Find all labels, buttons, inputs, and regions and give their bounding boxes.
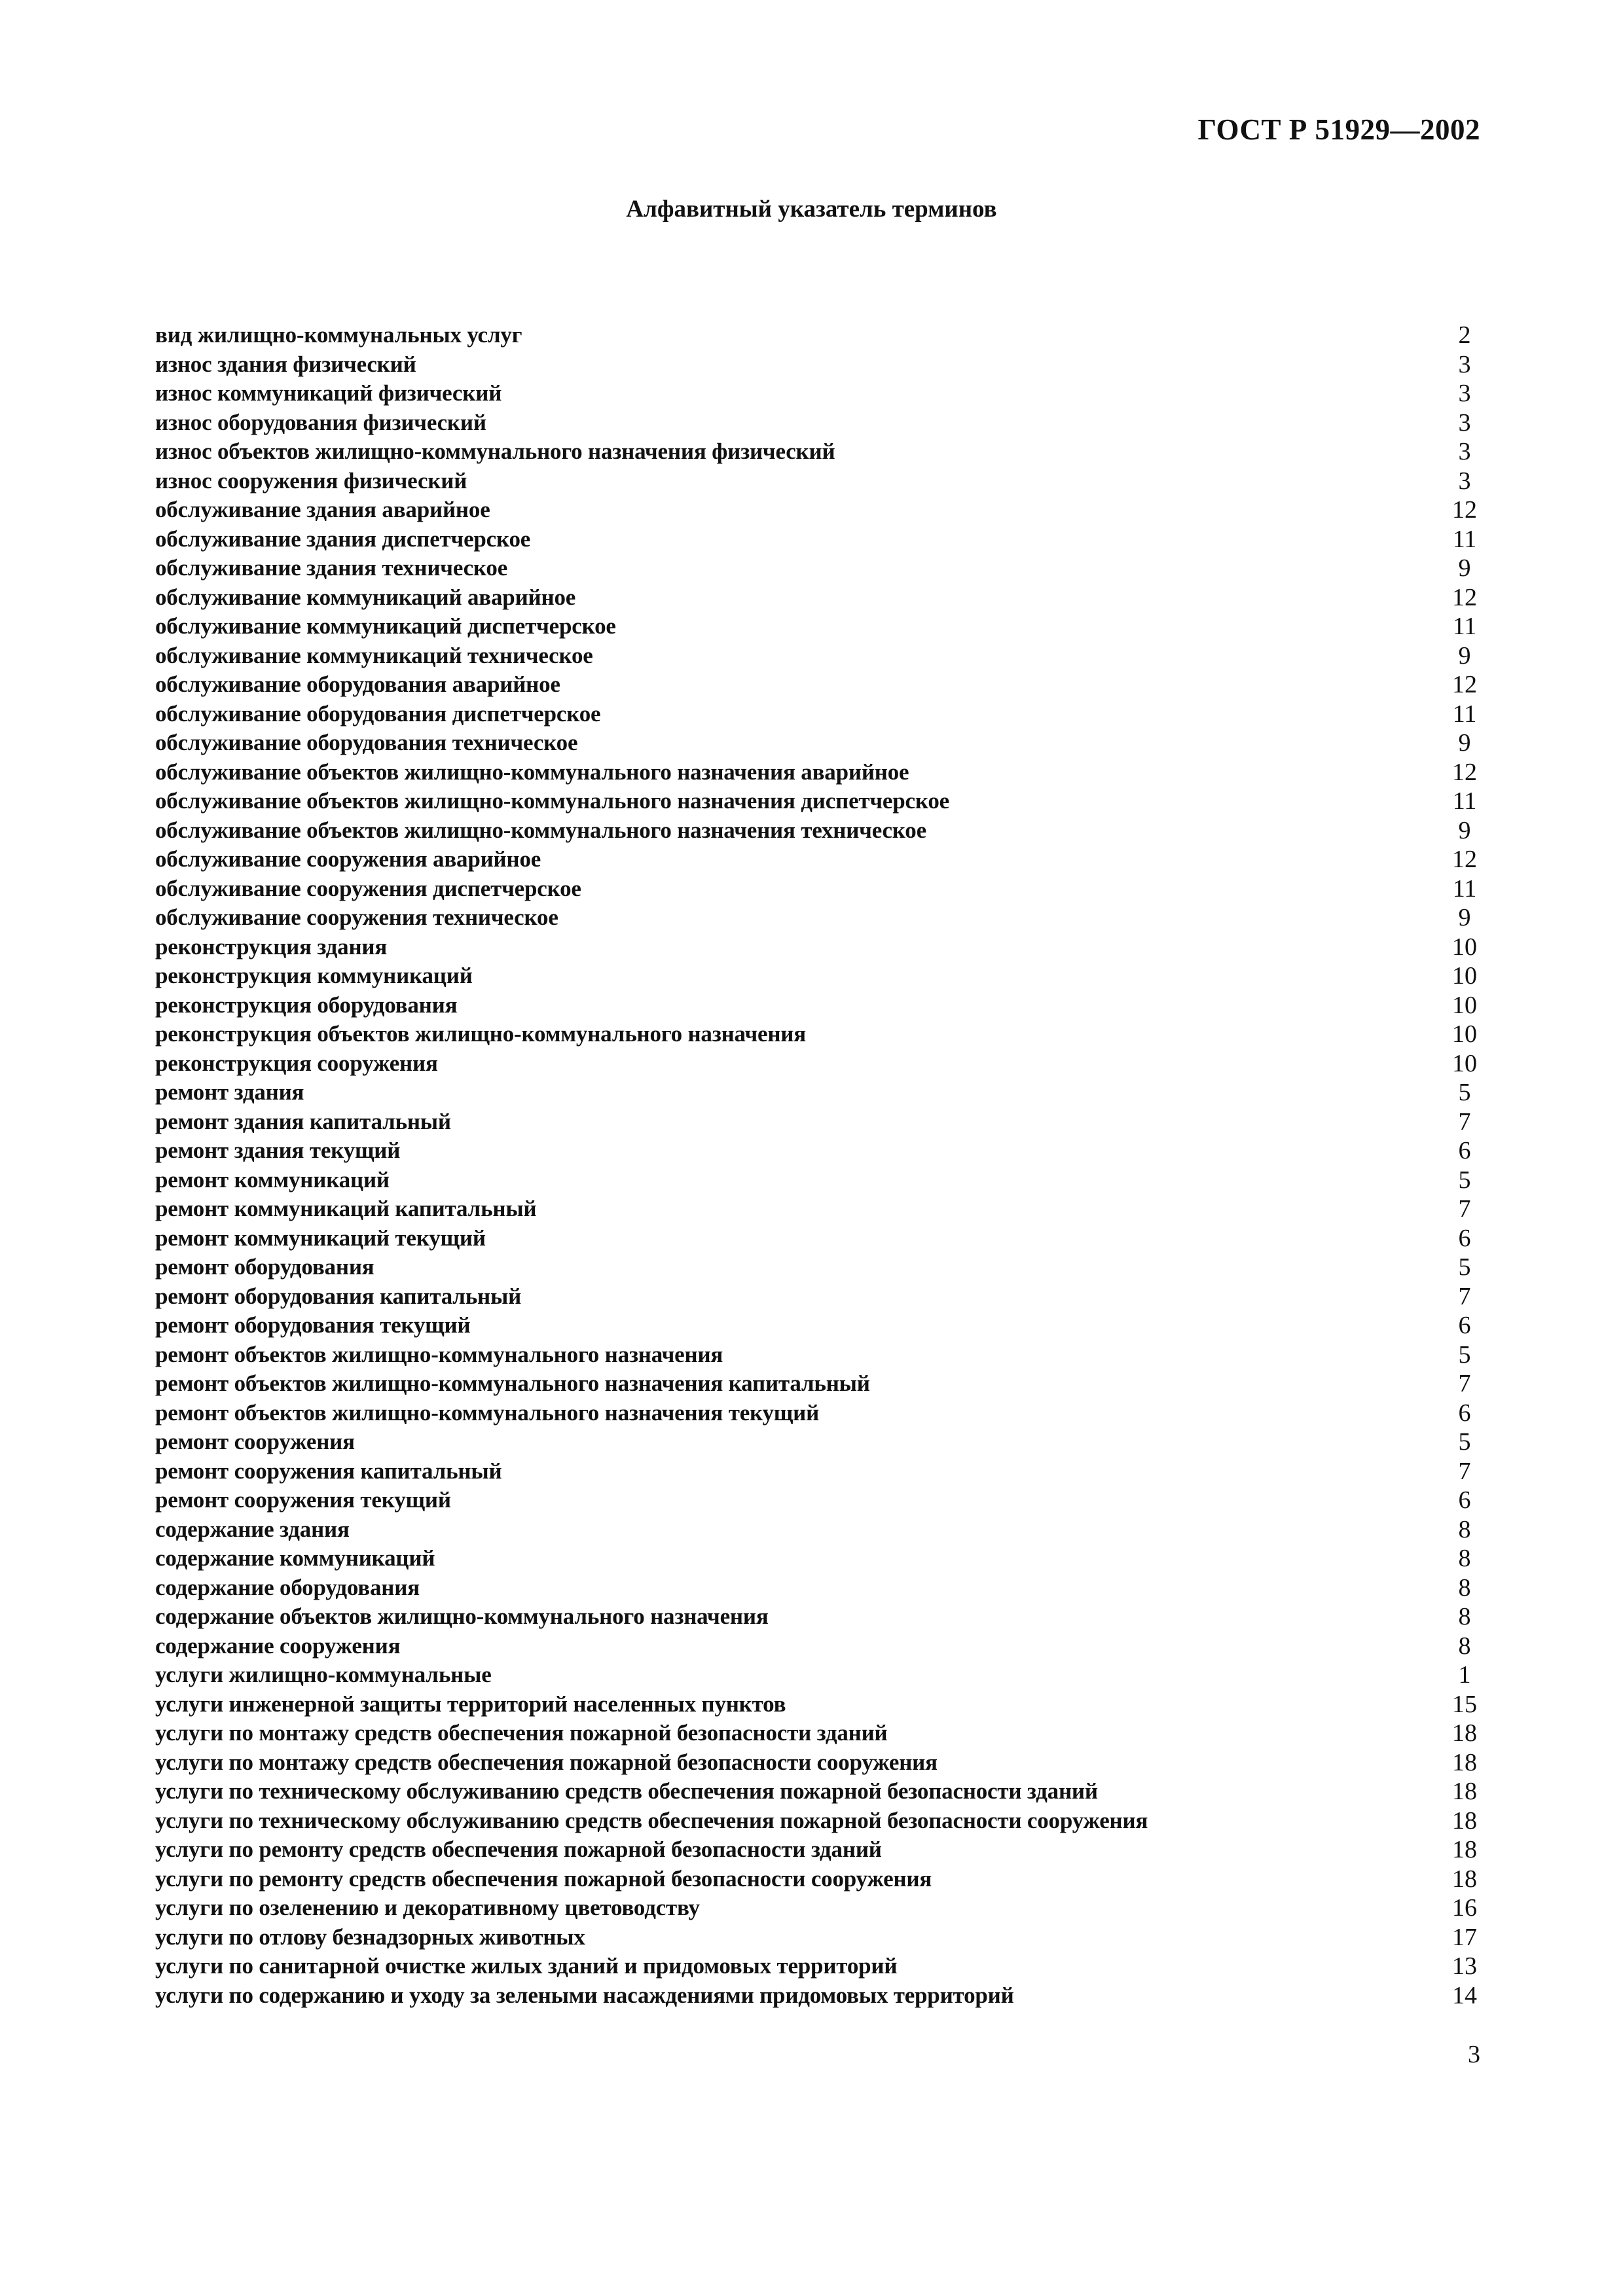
term-entry-number: 9 (1458, 816, 1471, 844)
term-entry-number: 3 (1458, 380, 1471, 407)
term-row (155, 728, 1474, 758)
term-text: ремонт коммуникаций текущий (155, 1225, 486, 1251)
term-text: обслуживание сооружения аварийное (155, 846, 541, 872)
term-entry-number: 10 (1452, 991, 1477, 1019)
term-text: износ здания физический (155, 351, 416, 377)
term-row (155, 1690, 1477, 1719)
term-text: услуги инженерной защиты территорий населенных пунктов (155, 1691, 786, 1717)
term-entry-number: 10 (1452, 1049, 1477, 1077)
term-row (155, 437, 1474, 467)
term-row (155, 1369, 1474, 1399)
term-row (155, 874, 1477, 904)
term-entry-number: 3 (1458, 408, 1471, 437)
term-entry-number: 18 (1452, 1778, 1477, 1805)
term-entry-number: 3 (1458, 438, 1471, 465)
term-row (155, 467, 1474, 496)
term-entry-number: 7 (1458, 1195, 1471, 1223)
term-row (155, 408, 1474, 438)
term-entry-number: 12 (1452, 583, 1477, 611)
term-text: обслуживание коммуникаций аварийное (155, 584, 576, 610)
term-row (155, 321, 1474, 350)
term-entry-number: 18 (1452, 1719, 1477, 1747)
term-text: обслуживание коммуникаций техническое (155, 642, 593, 668)
term-row (155, 1719, 1477, 1748)
term-entry-number: 8 (1458, 1515, 1471, 1543)
term-entry-number: 16 (1452, 1894, 1477, 1922)
term-entry-number: 5 (1458, 1340, 1471, 1369)
term-entry-number: 18 (1452, 1865, 1477, 1893)
term-entry-number: 8 (1458, 1545, 1471, 1572)
term-row (155, 845, 1477, 874)
term-text: обслуживание здания аварийное (155, 497, 490, 522)
term-row (155, 1835, 1477, 1865)
term-text: ремонт объектов жилищно-коммунального назначения (155, 1341, 723, 1367)
term-row (155, 1253, 1474, 1282)
term-entry-number: 14 (1452, 1981, 1477, 2009)
term-entry-number: 2 (1458, 321, 1471, 349)
term-text: обслуживание здания техническое (155, 555, 508, 581)
page-number: 3 (1468, 2041, 1480, 2068)
term-entry-number: 7 (1458, 1370, 1471, 1397)
term-entry-number: 7 (1458, 1282, 1471, 1310)
term-text: вид жилищно-коммунальных услуг (155, 322, 522, 348)
term-text: обслуживание оборудования аварийное (155, 672, 560, 697)
term-text: содержание оборудования (155, 1574, 420, 1600)
term-text: ремонт оборудования капитальный (155, 1283, 522, 1309)
term-text: содержание коммуникаций (155, 1545, 435, 1571)
term-entry-number: 7 (1458, 1457, 1471, 1485)
term-entry-number: 18 (1452, 1748, 1477, 1776)
term-entry-number: 5 (1458, 1253, 1471, 1281)
term-text: услуги жилищно-коммунальные (155, 1662, 492, 1687)
term-text: ремонт здания капитальный (155, 1108, 451, 1134)
term-row (155, 1224, 1474, 1253)
term-text: услуги по ремонту средств обеспечения пожарной безопасности зданий (155, 1837, 882, 1862)
term-row (155, 1777, 1477, 1806)
term-text: обслуживание коммуникаций диспетчерское (155, 613, 616, 639)
term-text: услуги по монтажу средств обеспечения пожарной безопасности сооружения (155, 1749, 938, 1775)
term-row (155, 583, 1477, 613)
term-row (155, 758, 1477, 787)
term-entry-number: 5 (1458, 1166, 1471, 1194)
term-entry-number: 10 (1452, 1020, 1477, 1048)
term-row (155, 1923, 1477, 1952)
term-text: ремонт оборудования (155, 1254, 374, 1280)
term-entry-number: 12 (1452, 671, 1477, 698)
term-text: услуги по санитарной очистке жилых зданий и придомовых территорий (155, 1953, 898, 1979)
term-text: ремонт объектов жилищно-коммунального назначения текущий (155, 1399, 820, 1426)
term-row (155, 1399, 1474, 1428)
term-text: услуги по ремонту средств обеспечения пожарной безопасности сооружения (155, 1865, 932, 1892)
term-entry-number: 1 (1458, 1661, 1471, 1689)
term-text: износ объектов жилищно-коммунального назначения физический (155, 439, 835, 464)
term-row (155, 1806, 1477, 1836)
term-row (155, 1952, 1477, 1981)
term-row (155, 350, 1474, 380)
term-text: ремонт сооружения текущий (155, 1487, 451, 1513)
term-entry-number: 11 (1452, 787, 1477, 815)
term-entry-number: 13 (1452, 1952, 1477, 1980)
term-row (155, 1194, 1474, 1224)
term-entry-number: 11 (1452, 700, 1477, 728)
term-row (155, 1457, 1474, 1486)
term-entry-number: 15 (1452, 1690, 1477, 1718)
term-entry-number: 12 (1452, 846, 1477, 873)
term-text: реконструкция здания (155, 933, 388, 960)
term-text: обслуживание объектов жилищно-коммунального назначения аварийное (155, 759, 909, 785)
term-text: содержание объектов жилищно-коммунального назначения (155, 1604, 769, 1629)
term-row (155, 1486, 1474, 1515)
term-row (155, 1340, 1474, 1370)
term-row (155, 1544, 1474, 1573)
term-row (155, 379, 1474, 408)
term-text: содержание здания (155, 1516, 350, 1542)
document-code: ГОСТ Р 51929—2002 (1197, 113, 1480, 146)
term-entry-number: 7 (1458, 1107, 1471, 1136)
term-text: реконструкция объектов жилищно-коммунального назначения (155, 1021, 806, 1047)
term-entry-number: 12 (1452, 496, 1477, 524)
term-row (155, 554, 1474, 583)
term-text: обслуживание сооружения диспетчерское (155, 875, 581, 901)
term-entry-number: 5 (1458, 1079, 1471, 1106)
term-row (155, 1865, 1477, 1894)
term-text: ремонт оборудования текущий (155, 1312, 471, 1338)
term-entry-number: 3 (1458, 350, 1471, 378)
term-entry-number: 18 (1452, 1836, 1477, 1863)
term-entry-number: 8 (1458, 1603, 1471, 1630)
term-text: износ оборудования физический (155, 409, 486, 435)
term-text: ремонт коммуникаций (155, 1166, 390, 1193)
term-row (155, 700, 1477, 729)
term-row (155, 1078, 1474, 1107)
term-text: услуги по техническому обслуживанию средств обеспечения пожарной безопасности зданий (155, 1778, 1098, 1804)
term-text: реконструкция оборудования (155, 992, 458, 1018)
term-text: износ коммуникаций физический (155, 380, 502, 406)
term-text: обслуживание сооружения техническое (155, 905, 558, 930)
term-entry-number: 3 (1458, 467, 1471, 495)
term-text: ремонт здания (155, 1079, 304, 1105)
term-entry-number: 6 (1458, 1312, 1471, 1339)
term-text: обслуживание объектов жилищно-коммунального назначения техническое (155, 817, 926, 843)
term-entry-number: 9 (1458, 554, 1471, 582)
term-entry-number: 17 (1452, 1923, 1477, 1951)
term-row (155, 1136, 1474, 1166)
term-entry-number: 6 (1458, 1399, 1471, 1427)
term-text: реконструкция коммуникаций (155, 963, 473, 988)
term-row (155, 612, 1477, 641)
term-row (155, 787, 1477, 816)
term-entry-number: 12 (1452, 758, 1477, 786)
term-text: ремонт коммуникаций капитальный (155, 1196, 537, 1221)
term-text: услуги по монтажу средств обеспечения пожарной безопасности зданий (155, 1720, 888, 1746)
term-row (155, 525, 1477, 554)
term-row (155, 816, 1474, 846)
term-entry-number: 11 (1452, 525, 1477, 553)
term-text: ремонт объектов жилищно-коммунального назначения капитальный (155, 1371, 870, 1396)
term-entry-number: 18 (1452, 1806, 1477, 1835)
term-text: обслуживание оборудования диспетчерское (155, 700, 601, 726)
term-row (155, 1748, 1477, 1778)
term-row (155, 1660, 1474, 1690)
term-row (155, 1311, 1474, 1340)
term-text: ремонт сооружения капитальный (155, 1458, 502, 1484)
term-text: обслуживание объектов жилищно-коммунального назначения диспетчерское (155, 788, 950, 814)
term-entry-number: 11 (1452, 874, 1477, 903)
term-row (155, 1049, 1477, 1079)
term-row (155, 495, 1477, 525)
term-row (155, 1602, 1474, 1632)
term-row (155, 961, 1477, 991)
term-row (155, 1515, 1474, 1545)
term-row (155, 670, 1477, 700)
term-row (155, 1282, 1474, 1312)
term-row (155, 1981, 1477, 2011)
term-text: ремонт здания текущий (155, 1138, 401, 1163)
term-entry-number: 6 (1458, 1486, 1471, 1514)
term-entry-number: 6 (1458, 1137, 1471, 1164)
term-entry-number: 9 (1458, 904, 1471, 931)
term-text: обслуживание здания диспетчерское (155, 526, 531, 552)
term-entry-number: 8 (1458, 1632, 1471, 1660)
term-entry-number: 11 (1452, 613, 1477, 640)
term-entry-number: 10 (1452, 933, 1477, 961)
term-row (155, 933, 1477, 962)
term-text: услуги по содержанию и уходу за зелеными насаждениями придомовых территорий (155, 1982, 1014, 2008)
term-row (155, 641, 1474, 671)
term-entry-number: 5 (1458, 1428, 1471, 1456)
term-text: ремонт сооружения (155, 1429, 355, 1454)
term-row (155, 1573, 1474, 1603)
term-row (155, 1427, 1474, 1457)
term-entry-number: 6 (1458, 1224, 1471, 1252)
term-text: услуги по техническому обслуживанию средств обеспечения пожарной безопасности сооружения (155, 1807, 1148, 1833)
term-row (155, 903, 1474, 933)
term-row (155, 1107, 1474, 1137)
term-text: реконструкция сооружения (155, 1050, 438, 1076)
term-text: обслуживание оборудования техническое (155, 730, 578, 755)
term-entry-number: 9 (1458, 641, 1471, 670)
term-row (155, 991, 1477, 1020)
term-entry-number: 10 (1452, 962, 1477, 990)
term-text: износ сооружения физический (155, 467, 467, 493)
term-text: услуги по озеленению и декоративному цветоводству (155, 1895, 700, 1920)
term-index-list (155, 321, 1477, 2010)
term-entry-number: 8 (1458, 1573, 1471, 1602)
term-text: услуги по отлову безнадзорных животных (155, 1924, 585, 1950)
page-title: Алфавитный указатель терминов (626, 196, 997, 223)
term-row (155, 1632, 1474, 1661)
term-text: содержание сооружения (155, 1632, 401, 1659)
term-entry-number: 9 (1458, 729, 1471, 757)
term-row (155, 1166, 1474, 1195)
term-row (155, 1020, 1477, 1049)
term-row (155, 1893, 1477, 1923)
